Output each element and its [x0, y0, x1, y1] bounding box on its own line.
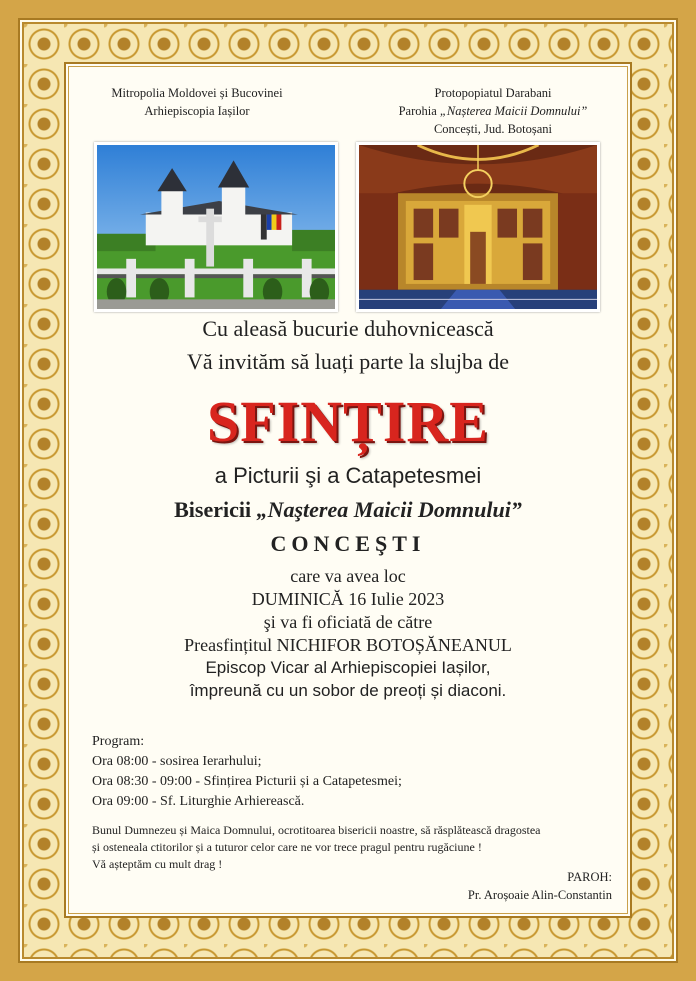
priest-name: Pr. Aroșoaie Alin-Constantin [467, 888, 612, 902]
note-line3: Vă așteptăm cu mult drag ! [92, 857, 223, 871]
detail-line3: şi va fi oficiată de către [263, 612, 433, 632]
subtitle-church-name: „Naşterea Maicii Domnului” [256, 497, 522, 522]
subtitle-painting: a Picturii şi a Catapetesmei [214, 463, 482, 488]
subtitle-church [72, 497, 624, 523]
main-title: SFINȚIRE [207, 389, 489, 454]
church-exterior-photo [94, 142, 338, 312]
detail-bishop-title: Episcop Vicar al Arhiepiscopiei Iașilor, [205, 658, 491, 677]
header-right-line1: Protopopiatul Darabani [434, 86, 552, 100]
program-item: Ora 08:00 - sosirea Ierarhului; [92, 754, 262, 769]
subtitle-village: CONCEŞTI [270, 531, 426, 556]
invitation-content [72, 70, 624, 910]
program-item: Ora 08:30 - 09:00 - Sfințirea Picturii și a Catapetesmei; [92, 774, 402, 789]
header-left-line2: Arhiepiscopia Iașilor [144, 104, 250, 118]
header-right [362, 84, 624, 138]
detail-clergy: împreună cu un sobor de preoți și diaconi. [189, 681, 507, 700]
program-item: Ora 09:00 - Sf. Liturghie Arhierească. [92, 794, 305, 809]
detail-date: DUMINICĂ 16 Iulie 2023 [251, 589, 445, 609]
header-parish-prefix: Parohia [398, 104, 440, 118]
invitation-line2: Vă invităm să luați parte la slujba de [187, 349, 509, 374]
church-interior-photo [356, 142, 600, 312]
header-left-line1: Mitropolia Moldovei și Bucovinei [111, 86, 283, 100]
header-right-line2 [362, 102, 624, 120]
note-line1: Bunul Dumnezeu și Maica Domnului, ocrotitoarea bisericii noastre, să răsplătească dragostea [92, 823, 541, 837]
program-label: Program: [92, 734, 145, 749]
detail-line1: care va avea loc [290, 566, 406, 586]
priest-label: PAROH: [567, 870, 612, 884]
note-line2: și osteneala ctitorilor și a tuturor celor care ne vor trece pragul pentru rugăciune ! [92, 840, 482, 854]
invitation-line1: Cu aleasă bucurie duhovnicească [202, 316, 494, 341]
subtitle-church-prefix: Bisericii [174, 497, 257, 522]
header-parish-name: „Nașterea Maicii Domnului” [439, 104, 588, 118]
detail-bishop: Preasfințitul NICHIFOR BOTOȘĂNEANUL [184, 635, 512, 655]
header-right-line3: Concești, Jud. Botoșani [433, 122, 553, 136]
header-left [72, 84, 322, 120]
